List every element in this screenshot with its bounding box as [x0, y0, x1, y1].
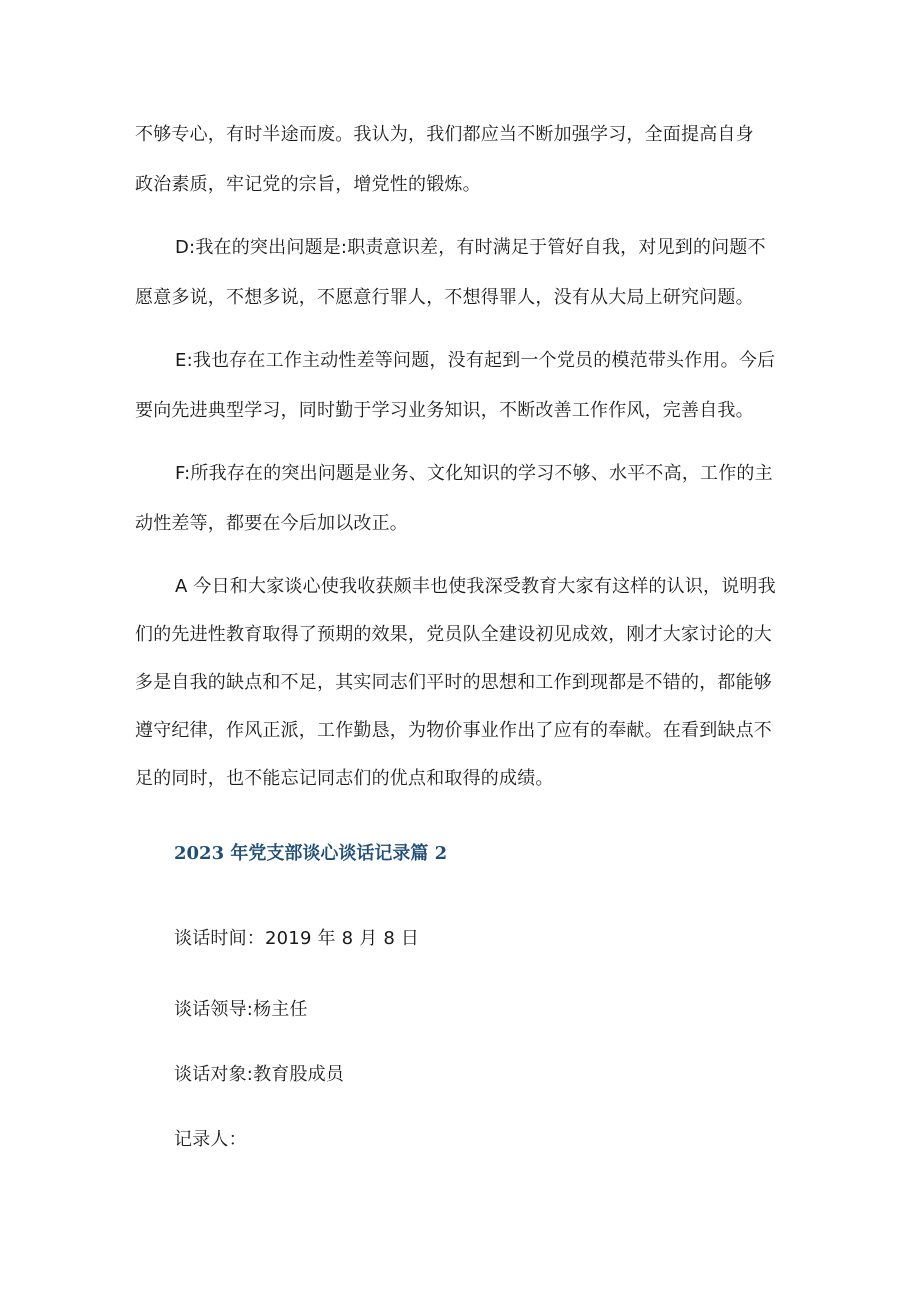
paragraph-e-line-2: 要向先进典型学习，同时勤于学习业务知识，不断改善工作作风，完善自我。: [135, 400, 754, 421]
paragraph-d-line-1: D:我在的突出问题是:职责意识差，有时满足于管好自我，对见到的问题不: [175, 237, 766, 258]
paragraph-e-line-1: E:我也存在工作主动性差等问题，没有起到一个党员的模范带头作用。今后: [175, 350, 776, 371]
meeting-recorder: 记录人：: [174, 1129, 247, 1150]
meeting-target: 谈话对象:教育股成员: [174, 1064, 345, 1085]
paragraph-a-line-1: A 今日和大家谈心使我收获颇丰也使我深受教育大家有这样的认识，说明我: [175, 576, 776, 597]
paragraph-a-line-4: 遵守纪律，作风正派，工作勤恳，为物价事业作出了应有的奉献。在看到缺点不: [135, 720, 772, 741]
meeting-time: 谈话时间：2019 年 8 月 8 日: [174, 928, 420, 949]
paragraph-f-line-2: 动性差等，都要在今后加以改正。: [135, 513, 408, 534]
paragraph-a-line-2: 们的先进性教育取得了预期的效果，党员队全建设初见成效，刚才大家讨论的大: [135, 624, 772, 645]
paragraph-a-line-3: 多是自我的缺点和不足，其实同志们平时的思想和工作到现都是不错的，都能够: [135, 672, 772, 693]
section-heading: 2023 年党支部谈心谈话记录篇 2: [174, 843, 448, 864]
paragraph-a-line-5: 足的同时，也不能忘记同志们的优点和取得的成绩。: [135, 768, 554, 789]
paragraph-d-line-2: 愿意多说，不想多说，不愿意行罪人，不想得罪人，没有从大局上研究问题。: [135, 287, 754, 308]
paragraph-1-line-1: 不够专心，有时半途而废。我认为，我们都应当不断加强学习，全面提高自身: [135, 124, 754, 145]
paragraph-f-line-1: F:所我存在的突出问题是业务、文化知识的学习不够、水平不高，工作的主: [175, 463, 773, 484]
meeting-leader: 谈话领导:杨主任: [174, 999, 308, 1020]
paragraph-1-line-2: 政治素质，牢记党的宗旨，增党性的锻炼。: [135, 174, 481, 195]
